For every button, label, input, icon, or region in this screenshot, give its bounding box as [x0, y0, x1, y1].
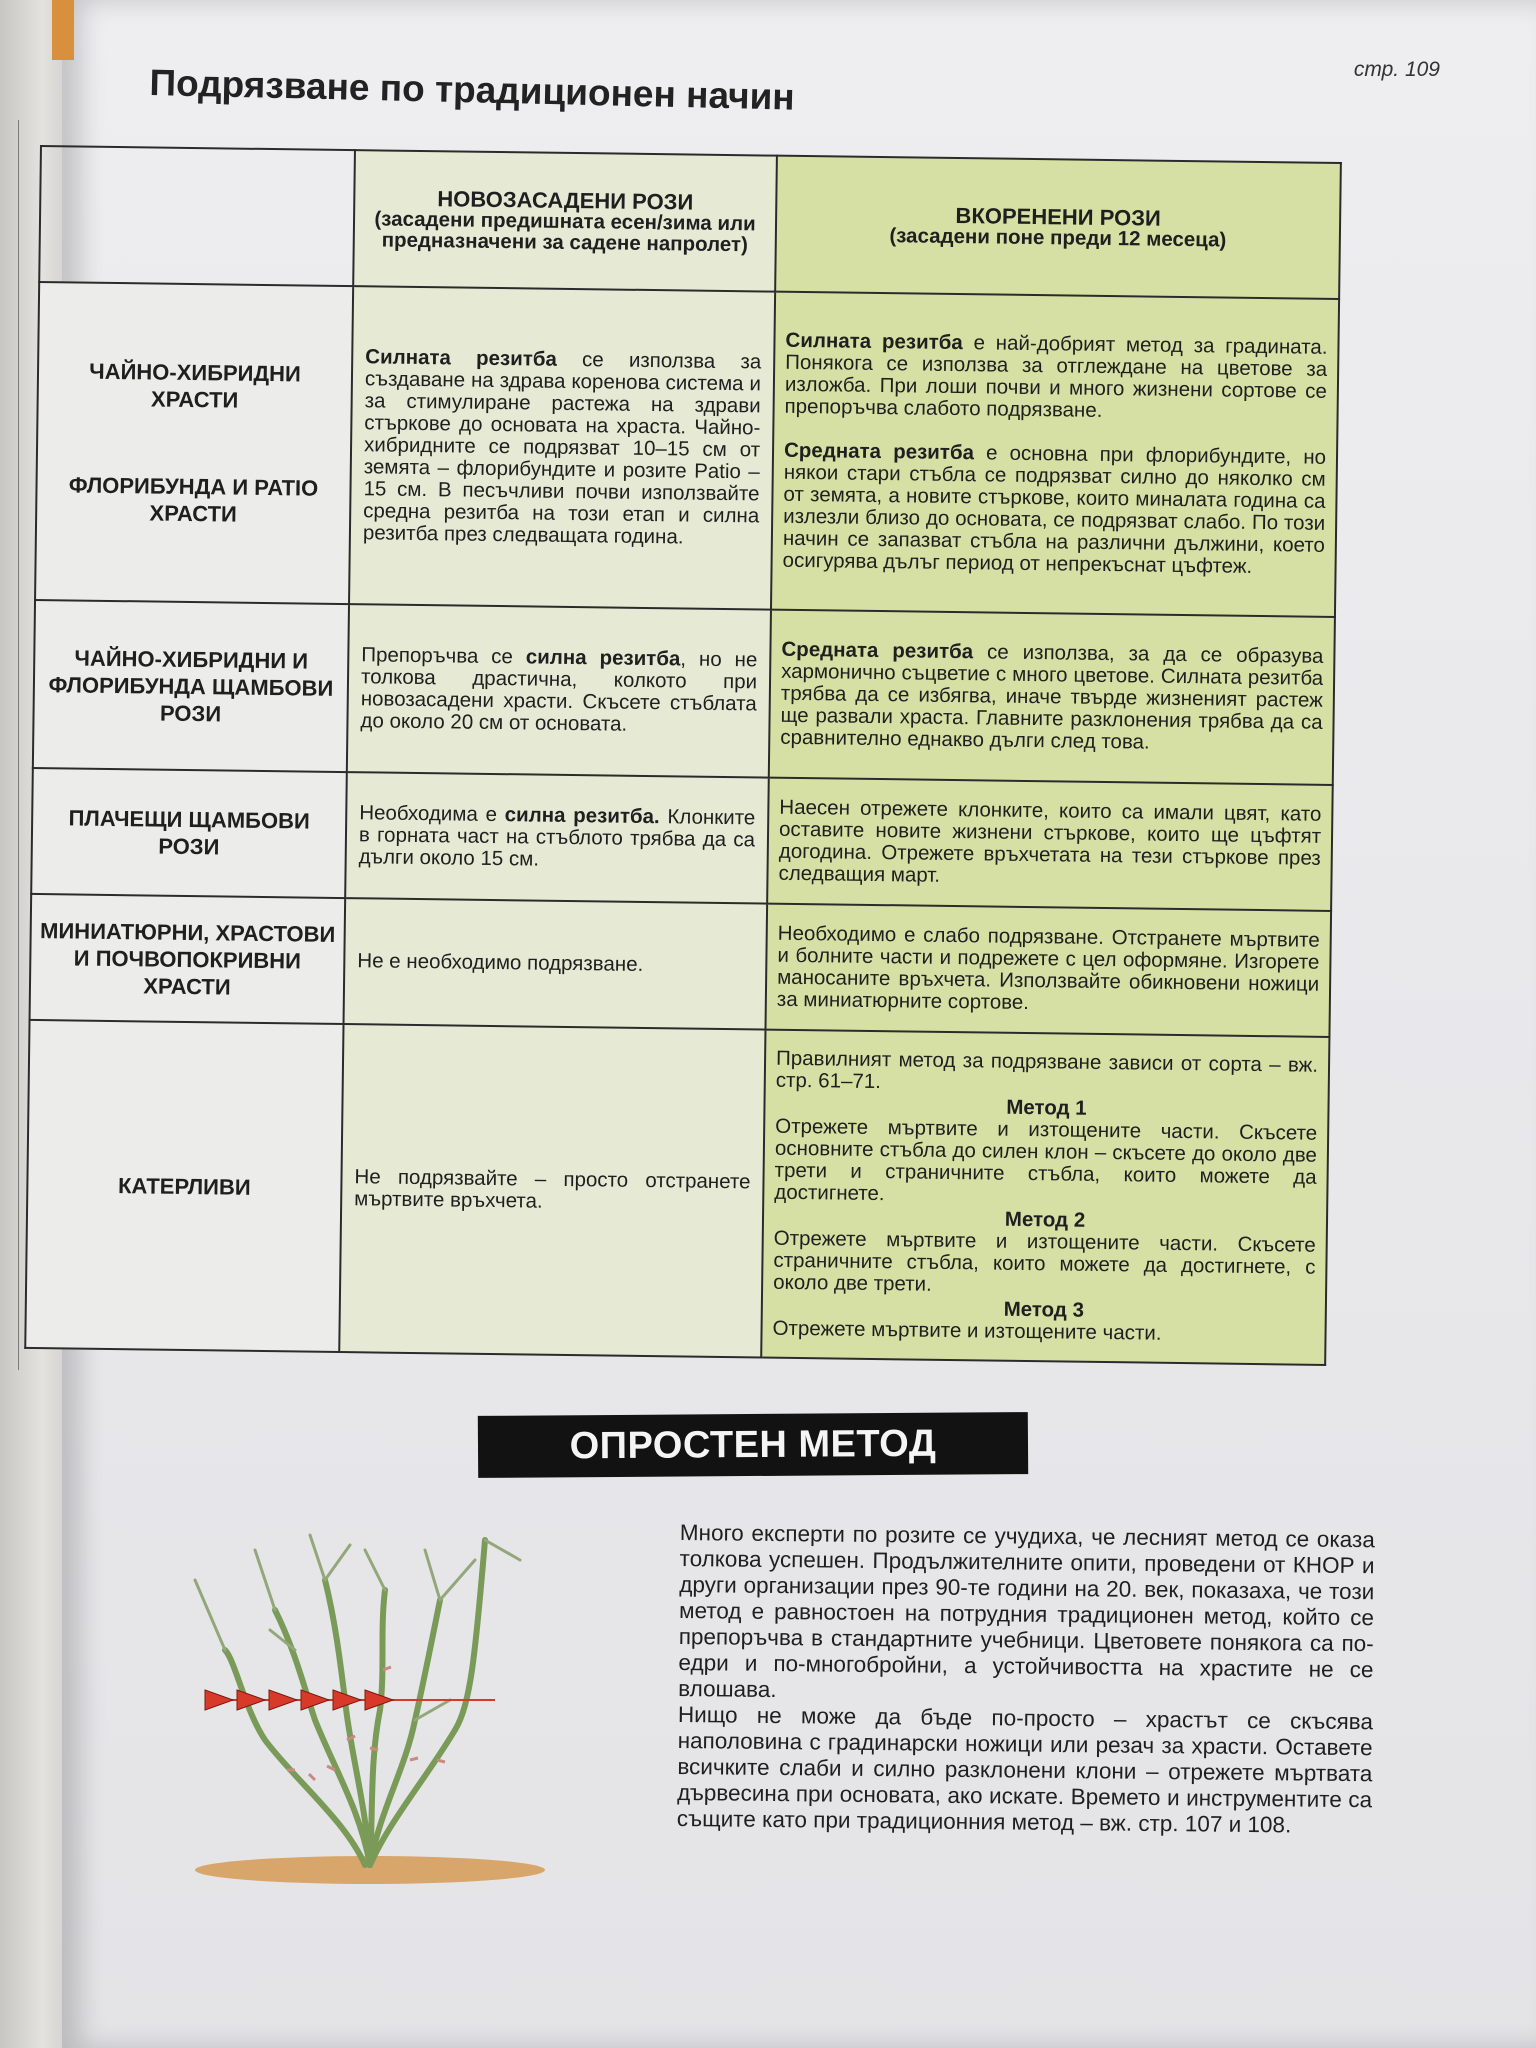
row-label-cell: [31, 768, 347, 898]
cell-text: [360, 644, 757, 737]
corner-tab: [52, 0, 74, 60]
cut-arrow-icon: [301, 1690, 329, 1710]
cell-body: Клонките в горната част на стъблото трябва да са дълги около 15 см.: [358, 805, 756, 871]
method-3-title: Метод 3: [1003, 1297, 1085, 1322]
header-established-subtitle: (засадени поне преди 12 месеца): [889, 224, 1227, 252]
method-2-title: Метод 2: [1004, 1207, 1086, 1232]
established-cell: [765, 904, 1331, 1037]
cell-text: [782, 440, 1326, 579]
row-label: ЧАЙНО-ХИБРИДНИ ХРАСТИ: [89, 358, 302, 413]
pruning-table-wrapper: [24, 145, 1342, 1366]
established-cell: [767, 778, 1333, 911]
row-label-cell: [30, 894, 346, 1024]
simple-paragraph-1: Много експерти по розите се учудиха, че лесният метод се оказа толкова успешен. Продължителните опити, проведени от КНОР и други организации през 90-те години на 20. век, показаха, че този метод е равностоен на потрудния традиционен метод, който се препоръчва в стандартните учебници. Цветовете понякога са по-едри и по-многобройни, а устойчивостта на храстите не се влошава.: [678, 1520, 1375, 1703]
table-corner: [39, 146, 355, 286]
keyword: силна резитба.: [504, 803, 660, 829]
cell-text: Правилният метод за подрязване зависи от сорта – вж. стр. 61–71.: [775, 1046, 1319, 1094]
cell-text: Не подрязвайте – просто отстранете мъртвите връхчета.: [354, 1165, 751, 1213]
row-label: ФЛОРИБУНДА И PATIO ХРАСТИ: [68, 472, 319, 527]
cell-text: [359, 802, 756, 873]
cell-body: Необходима е: [359, 801, 505, 827]
cell-body: е основна при флорибундите, но някои стари стъбла се подрязват силно до няколко см от земята, а новите стъркове, които миналата година са излезли близо до основата, се подрязват слабо. По този начин се запазват стъбла на различни дължини, което осигурява дълъг период от непрекъснат цъфтеж.: [782, 441, 1327, 578]
table-row: [33, 600, 1335, 785]
simple-method-text: [677, 1520, 1375, 1839]
rose-bush-illustration: [175, 1520, 575, 1890]
row-label: КАТЕРЛИВИ: [117, 1172, 251, 1200]
page-title: Подрязване по традиционен начин: [149, 62, 796, 118]
cell-body: Препоръчва се: [361, 643, 526, 669]
keyword: Силната резитба: [785, 328, 963, 355]
header-newly-planted-title: НОВОЗАСАДЕНИ РОЗИ: [437, 185, 694, 215]
cell-body: се използва за създаване на здрава коренова система и за стимулиране растежа на здрави стъркове до основата на храста. Чайно-хибридните се подрязват 10–15 см от земята – флорибундите и розите Patio – 15 см. В песъчливи почви използвайте средна резитба на този етап и силна резитба през следващата година.: [362, 347, 762, 549]
cut-arrow-icon: [205, 1690, 233, 1710]
row-label: МИНИАТЮРНИ, ХРАСТОВИ И ПОЧВОПОКРИВНИ ХРАСТИ: [39, 917, 336, 1000]
cell-text: [780, 639, 1323, 756]
keyword: Средната резитба: [783, 438, 975, 465]
row-label-cell: [25, 1020, 343, 1352]
header-established-title: ВКОРЕНЕНИ РОЗИ: [955, 202, 1161, 231]
previous-page-margin-line: [0, 120, 19, 1370]
table-row: [31, 768, 1333, 911]
newly-planted-cell: [345, 772, 769, 904]
method-1-title: Метод 1: [1006, 1095, 1087, 1120]
keyword: Средната резитба: [781, 637, 974, 664]
cell-body: се използва, за да се образува хармонично съцветие с много цветове. Силната резитба трябва да се избягва, иначе твърде жизненият растеж ще развали храста. Главните разклонения трябва да са сравнително еднакво дълги след това.: [780, 640, 1324, 754]
row-label: ПЛАЧЕЩИ ЩАМБОВИ РОЗИ: [68, 805, 310, 860]
cell-text: [784, 330, 1327, 425]
cell-body: е най-добрият метод за градината. Понякога се използва за отглеждане на цветове за изложба. При лоши почви и много жизнени сортове се препоръчва слабото подрязване.: [784, 331, 1328, 422]
page-number: стр. 109: [1353, 58, 1440, 81]
cell-text: Необходимо е слабо подрязване. Отстранете мъртвите и болните части и подрежете с цел оформяне. Изгорете маносаните връхчета. Използвайте обикновени ножици за миниатюрните сортове.: [776, 921, 1320, 1015]
method-2-text: Отрежете мъртвите и изтощените части. Скъсете страничните стъбла, които можете да достигнете, с около две трети.: [773, 1226, 1316, 1296]
table-row: [30, 894, 1332, 1037]
method-1-text: Отрежете мъртвите и изтощените части. Скъсете основните стъбла до силен клон – скъсете до около две трети и страничните стъбла, които можете да достигнете.: [774, 1114, 1318, 1206]
simple-method-banner: ОПРОСТЕН МЕТОД: [478, 1412, 1028, 1478]
established-cell: [769, 610, 1335, 785]
row-label-cell: [35, 282, 353, 604]
established-cell: [761, 1030, 1329, 1365]
simple-paragraph-2: Нищо не може да бъде по-просто – храстът се скъсява наполовина с градинарски ножици или резач за храсти. Оставете всичките слаби и силно разклонени клони – отрежете мъртвата дървесина при основата, ако искате. Времето и инструментите са същите като при традиционния метод – вж. стр. 107 и 108.: [676, 1701, 1374, 1838]
header-newly-planted-subtitle: (засадени предишната есен/зима или предназначени за садене напролет): [374, 206, 756, 256]
keyword: Силната резитба: [365, 345, 558, 371]
cut-arrow-icon: [269, 1690, 297, 1710]
table-row: [35, 282, 1339, 617]
row-label: ЧАЙНО-ХИБРИДНИ И ФЛОРИБУНДА ЩАМБОВИ РОЗИ: [48, 644, 334, 726]
header-newly-planted: [353, 150, 777, 292]
newly-planted-cell: [344, 898, 768, 1030]
newly-planted-cell: [339, 1024, 765, 1357]
row-label-cell: [33, 600, 349, 772]
header-established: [775, 156, 1341, 299]
cell-text: [363, 346, 762, 549]
newly-planted-cell: [349, 286, 775, 609]
established-cell: [771, 292, 1339, 617]
cell-text: Не е необходимо подрязване.: [357, 949, 644, 976]
keyword: силна резитба: [525, 645, 681, 671]
cell-text: Наесен отрежете клонките, които са имали цвят, като оставите новите жизнени стъркове, които ще цъфтят догодина. Отрежете връхчетата на тези стъркове през следващия март.: [778, 795, 1322, 887]
table-row: [25, 1020, 1329, 1365]
table-header-row: [39, 146, 1341, 299]
newly-planted-cell: [347, 604, 771, 778]
method-3-text: Отрежете мъртвите и изтощените части.: [772, 1316, 1162, 1345]
cell-body: , но не толкова драстична, колкото при новозасадени храсти. Скъсете стъблата до около 20 см от основата.: [360, 647, 758, 736]
pruning-table: [24, 145, 1342, 1366]
